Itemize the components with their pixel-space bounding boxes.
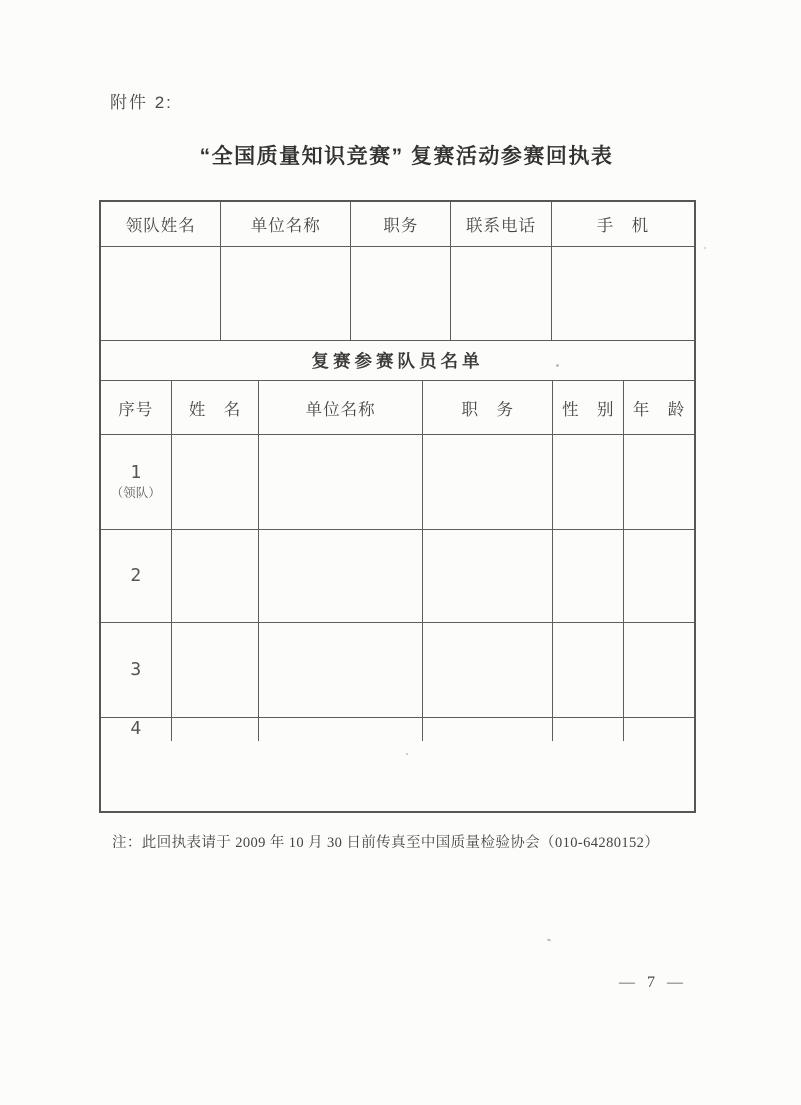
leader-value-mobile bbox=[552, 247, 694, 341]
member-cell bbox=[423, 530, 553, 623]
leader-value-unit bbox=[221, 247, 351, 341]
document-title: “全国质量知识竞赛” 复赛活动参赛回执表 bbox=[199, 145, 614, 168]
member-cell bbox=[423, 623, 553, 718]
member-cell bbox=[624, 435, 694, 530]
member-row-number bbox=[101, 435, 172, 530]
member-cell bbox=[553, 718, 624, 741]
member-header-position: 职 务 bbox=[423, 381, 553, 435]
member-header-age: 年 龄 bbox=[624, 381, 694, 435]
member-cell bbox=[553, 435, 624, 530]
member-row-number-note: （领队） bbox=[110, 486, 161, 501]
member-cell bbox=[259, 718, 423, 741]
page-number: — 7 — bbox=[619, 974, 687, 991]
member-header-gender: 性 别 bbox=[553, 381, 624, 435]
member-row-number bbox=[101, 530, 172, 623]
member-cell bbox=[259, 623, 423, 718]
member-cell bbox=[624, 530, 694, 623]
member-cell bbox=[553, 623, 624, 718]
member-cell bbox=[624, 623, 694, 718]
member-cell bbox=[259, 530, 423, 623]
member-cell bbox=[172, 530, 260, 623]
member-cell bbox=[172, 623, 260, 718]
member-header-name: 姓 名 bbox=[172, 381, 260, 435]
member-row-number bbox=[101, 623, 172, 718]
member-cell bbox=[553, 530, 624, 623]
fax-deadline-note: 注：此回执表请于 2009 年 10 月 30 日前传真至中国质量检验协会（010-64280152） bbox=[112, 835, 660, 851]
member-cell bbox=[172, 435, 260, 530]
leader-value-position bbox=[351, 247, 451, 341]
members-section-title: 复赛参赛队员名单 bbox=[101, 341, 694, 381]
leader-header-phone: 联系电话 bbox=[451, 202, 551, 247]
leader-info-grid bbox=[101, 202, 694, 341]
leader-value-name bbox=[101, 247, 221, 341]
scan-speckle bbox=[704, 247, 706, 249]
member-header-no: 序号 bbox=[101, 381, 172, 435]
leader-header-name: 领队姓名 bbox=[101, 202, 221, 247]
member-cell bbox=[423, 435, 553, 530]
member-cell bbox=[172, 718, 260, 741]
member-cell bbox=[259, 435, 423, 530]
member-row-number-value: 4 bbox=[130, 718, 142, 739]
member-row-number-value: 2 bbox=[130, 564, 142, 586]
scan-speckle bbox=[556, 364, 559, 367]
member-row-number bbox=[101, 718, 172, 741]
leader-value-phone bbox=[451, 247, 551, 341]
member-cell bbox=[423, 718, 553, 741]
member-row-number-value: 1 bbox=[130, 461, 142, 483]
attachment-label: 附件 2: bbox=[110, 93, 173, 112]
leader-header-position: 职务 bbox=[351, 202, 451, 247]
scan-speckle bbox=[547, 938, 551, 941]
member-row-number-value: 3 bbox=[130, 658, 142, 680]
scan-speckle bbox=[406, 753, 408, 755]
reply-form-table bbox=[99, 200, 696, 813]
members-grid bbox=[101, 381, 694, 741]
leader-header-mobile: 手 机 bbox=[552, 202, 694, 247]
member-cell bbox=[624, 718, 694, 741]
member-header-unit: 单位名称 bbox=[259, 381, 423, 435]
leader-header-unit: 单位名称 bbox=[221, 202, 351, 247]
